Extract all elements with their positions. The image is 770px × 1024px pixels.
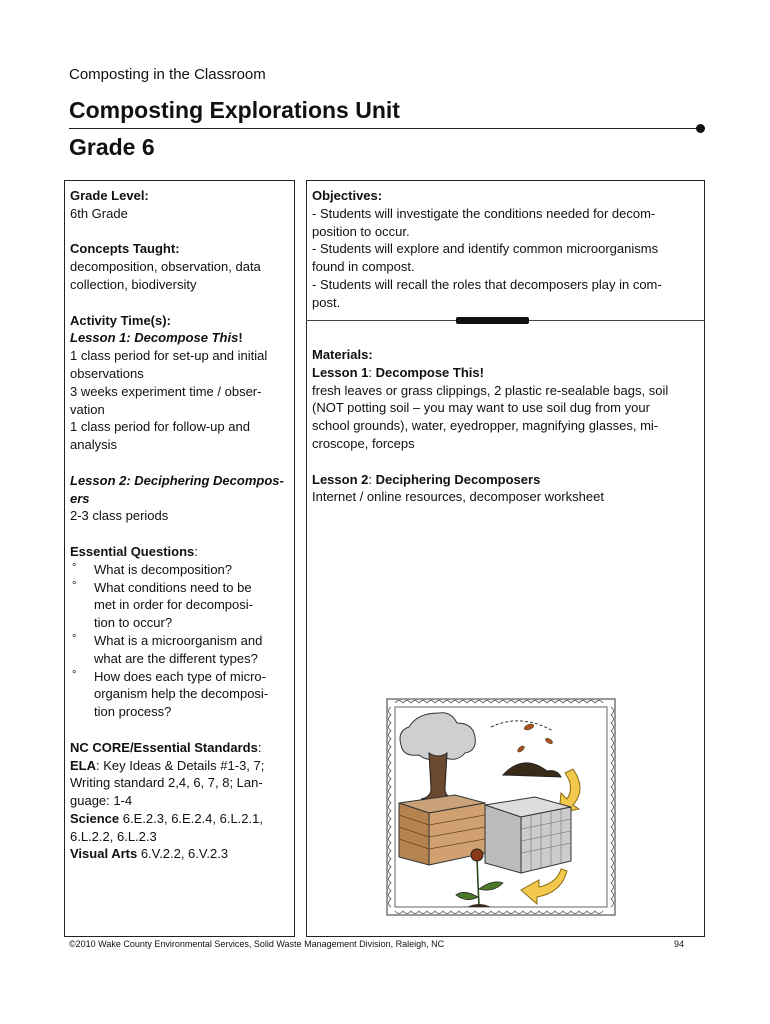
bullet-icon: ° — [72, 561, 77, 574]
document-title: Composting Explorations Unit — [69, 97, 400, 123]
materials-lesson1-heading: Lesson 1: Decompose This! — [312, 364, 484, 380]
standards-heading: NC CORE/Essential Standards: — [70, 739, 262, 755]
arts-line: Visual Arts 6.V.2.2, 6.V.2.3 — [70, 846, 229, 862]
lesson1-time-line: 1 class period for set-up and initial — [70, 348, 268, 364]
title-rule — [69, 128, 699, 129]
compost-cycle-illustration — [381, 693, 621, 921]
ela-line: Writing standard 2,4, 6, 7, 8; Lan- — [70, 775, 263, 791]
essential-questions-list — [70, 561, 292, 721]
objective-line: post. — [312, 294, 341, 310]
essential-questions-label: Essential Questions — [70, 543, 195, 559]
bullet-icon: ° — [72, 579, 77, 592]
ela-line: ELA: Key Ideas & Details #1-3, 7; — [70, 757, 265, 773]
science-line: Science 6.E.2.3, 6.E.2.4, 6.L.2.1, — [70, 810, 263, 826]
activity-time-label: Activity Time(s): — [70, 312, 171, 328]
arts-label: Visual Arts — [70, 846, 138, 862]
materials-line: school grounds), water, eyedropper, magnifying glasses, mi- — [312, 418, 659, 434]
lesson2-title: ers — [70, 490, 90, 506]
footer-copyright: ©2010 Wake County Environmental Services, Solid Waste Management Division, Raleigh, NC — [69, 939, 445, 949]
compost-bin-wire — [485, 797, 571, 873]
objective-line: - Students will investigate the conditions needed for decom- — [312, 205, 656, 221]
concepts-line: decomposition, observation, data — [70, 259, 261, 275]
lesson1-bang: ! — [238, 330, 243, 346]
question-item: ° What is decomposition? — [72, 561, 233, 577]
lesson2-time: 2-3 class periods — [70, 508, 169, 524]
lesson1-title: Lesson 1: Decompose This — [70, 330, 239, 346]
page-number: 94 — [674, 939, 685, 949]
lesson1-time-line: 1 class period for follow-up and — [70, 419, 250, 435]
objective-line: found in compost. — [312, 259, 415, 275]
question-item: ° What is a microorganism and what are the different types? — [72, 632, 263, 666]
materials-line: croscope, forceps — [312, 435, 415, 451]
essential-questions-heading: Essential Questions: — [70, 543, 198, 559]
science-label: Science — [70, 810, 120, 826]
lesson1-time-line: vation — [70, 401, 105, 417]
lesson1-time-line: analysis — [70, 437, 117, 453]
science-line: 6.L.2.2, 6.L.2.3 — [70, 828, 157, 844]
question-item: ° What conditions need to be met in order for decomposi- tion to occur? — [72, 579, 253, 631]
ela-label: ELA — [70, 757, 96, 773]
lesson1-time-line: 3 weeks experiment time / obser- — [70, 383, 262, 399]
materials-line: Internet / online resources, decomposer worksheet — [312, 489, 604, 505]
materials-line: fresh leaves or grass clippings, 2 plastic re-sealable bags, soil — [312, 382, 669, 398]
question-item: ° How does each type of micro- organism help the decomposi- tion process? — [72, 668, 269, 720]
lesson1-heading — [70, 329, 292, 347]
document-subtitle: Composting in the Classroom — [69, 66, 266, 83]
standards-label: NC CORE/Essential Standards — [70, 739, 258, 755]
bullet-icon: ° — [72, 668, 77, 681]
grade-title: Grade 6 — [69, 134, 155, 160]
objectives-label: Objectives: — [312, 188, 383, 203]
lesson2-title: Lesson 2: Deciphering Decompos- — [70, 472, 284, 488]
left-column — [70, 187, 292, 863]
grade-level-label: Grade Level: — [70, 188, 149, 203]
materials-section — [312, 346, 700, 506]
ela-line: guage: 1-4 — [70, 793, 133, 809]
concepts-line: collection, biodiversity — [70, 276, 197, 292]
objectives-section — [312, 187, 700, 312]
objective-line: position to occur. — [312, 223, 410, 239]
grade-level-value: 6th Grade — [70, 205, 128, 221]
concepts-label: Concepts Taught: — [70, 241, 180, 257]
materials-line: (NOT potting soil – you may want to use soil dug from your — [312, 400, 650, 416]
objective-line: - Students will explore and identify common microorganisms — [312, 241, 659, 257]
materials-lesson2-heading: Lesson 2: Deciphering Decomposers — [312, 471, 541, 487]
objective-line: - Students will recall the roles that decomposers play in com- — [312, 276, 662, 292]
bullet-icon: ° — [72, 632, 77, 645]
separator-bar — [456, 317, 529, 324]
lesson1-time-line: observations — [70, 365, 144, 381]
rule-end-dot — [696, 124, 705, 133]
materials-label: Materials: — [312, 347, 373, 362]
